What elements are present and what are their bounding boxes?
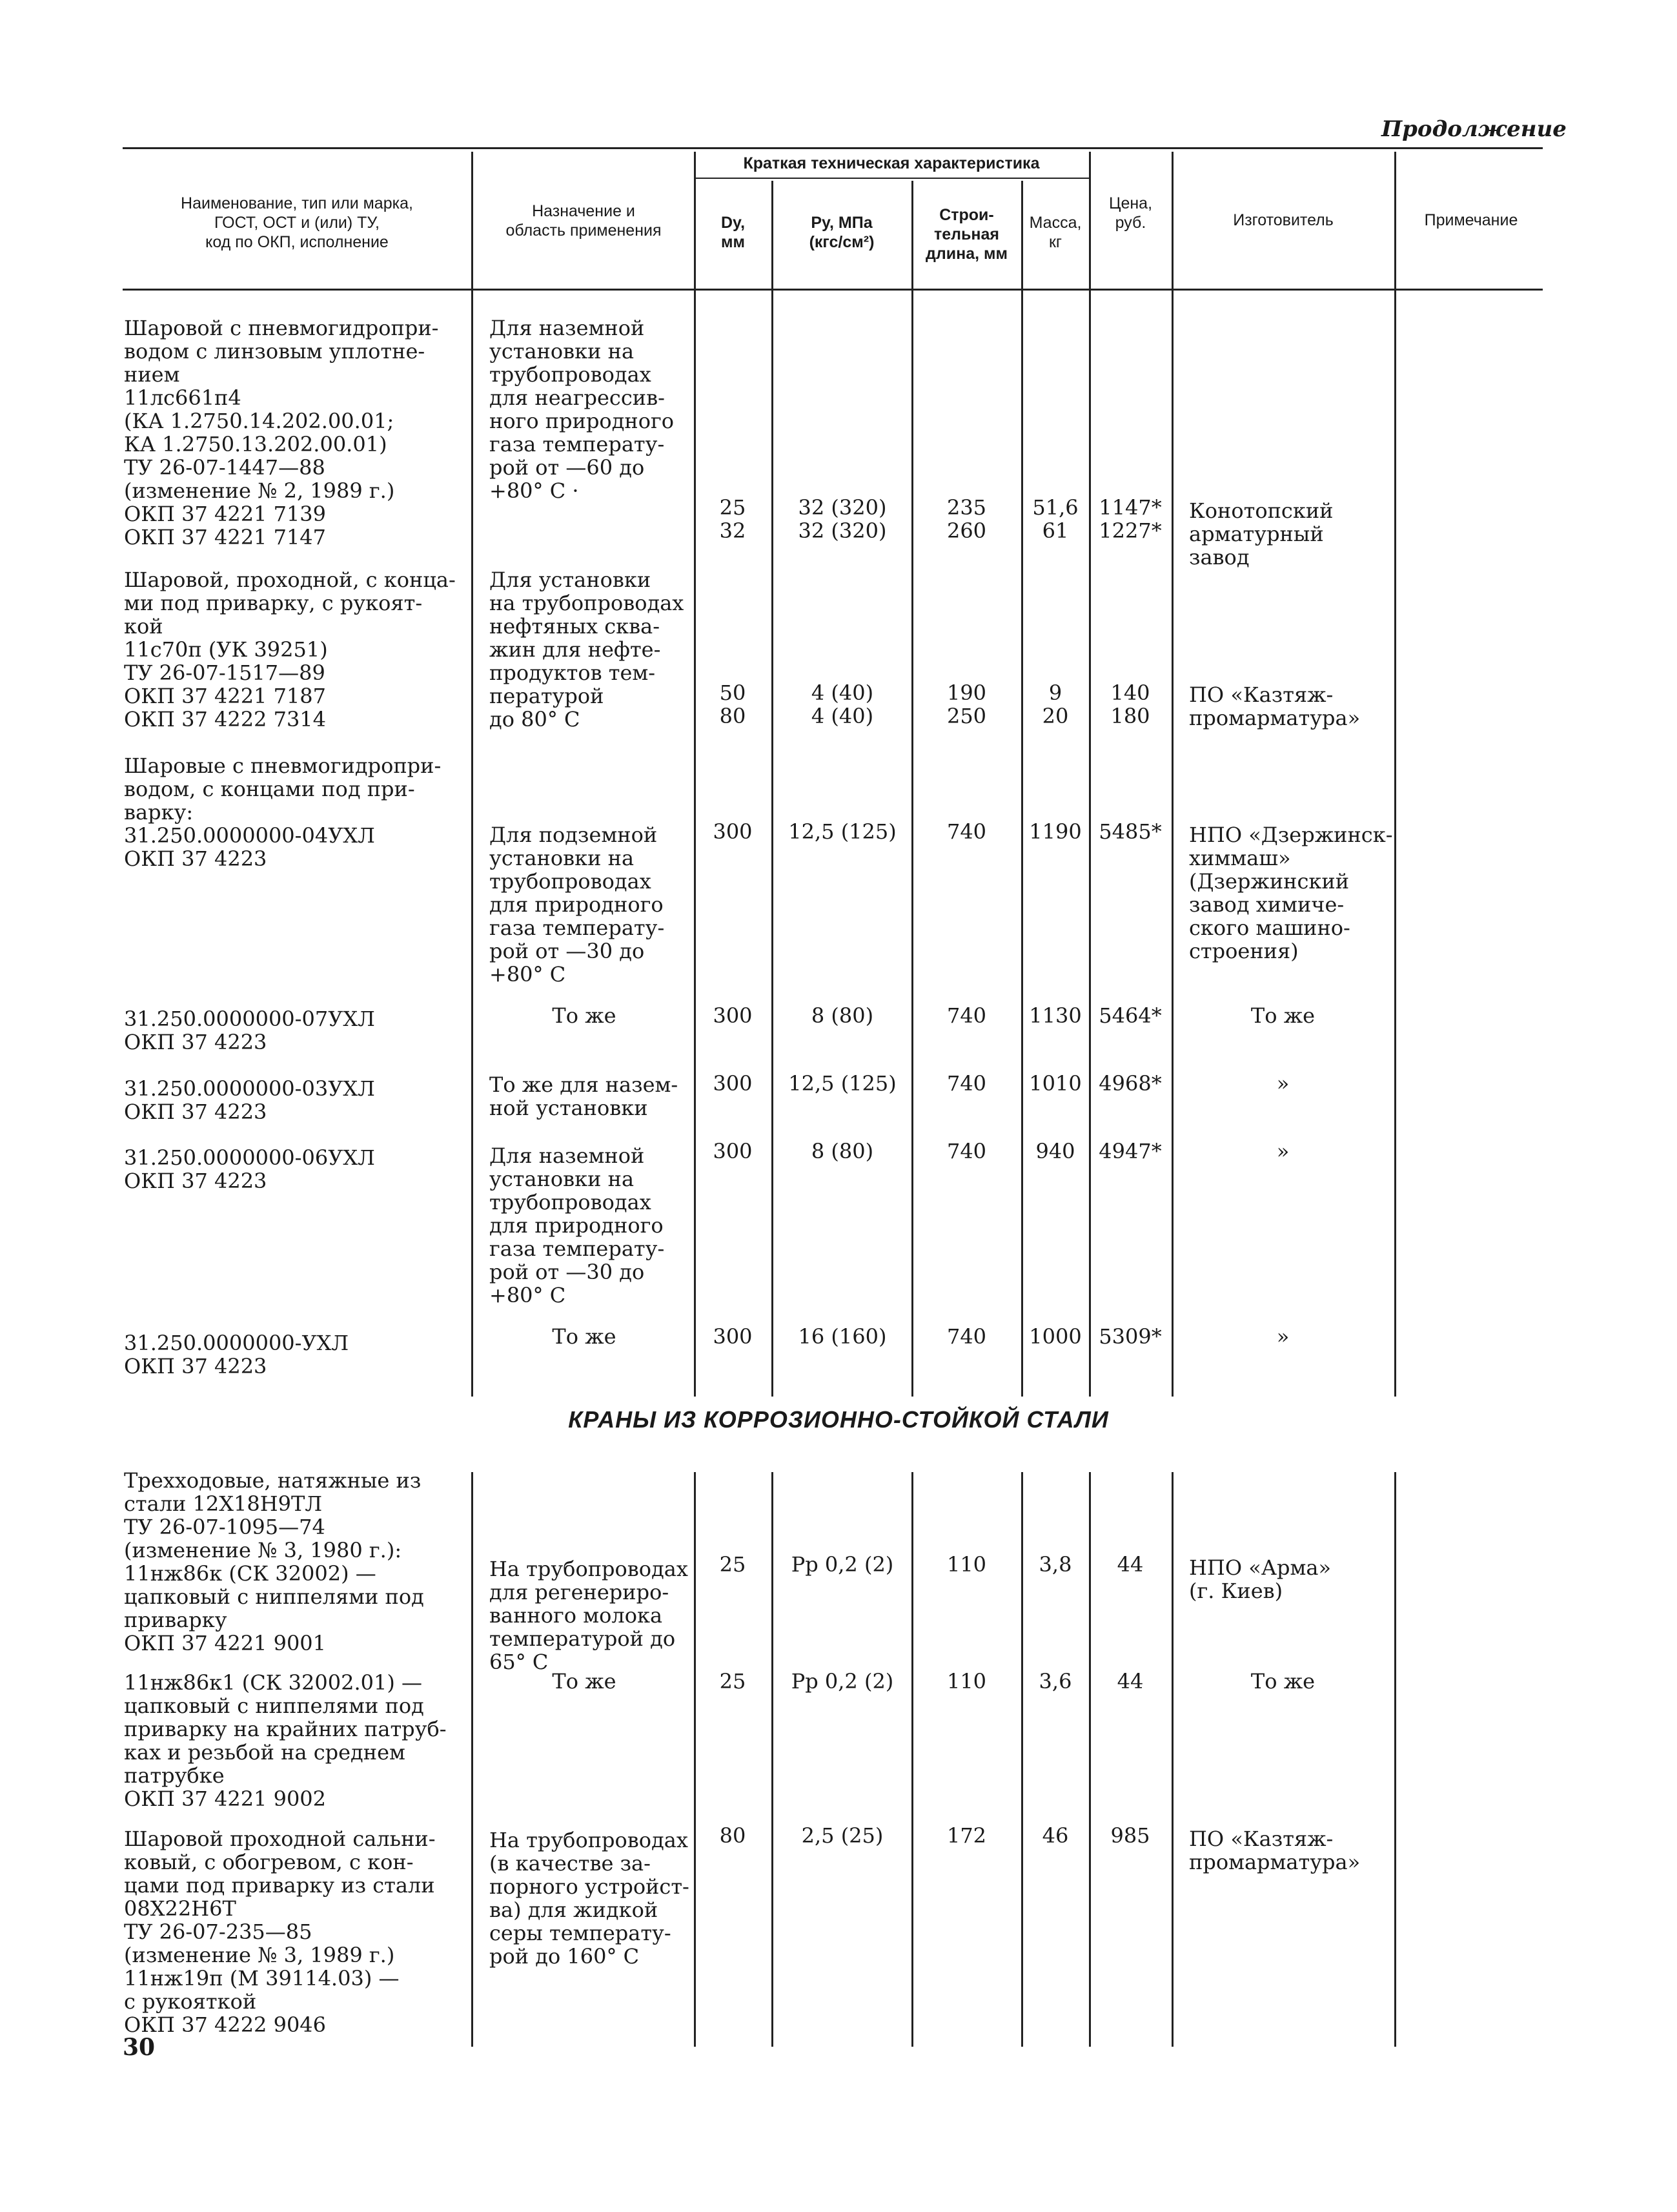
col-divider — [911, 181, 913, 1397]
row-name: Шаровой проходной сальни- ковый, с обогревом, с кон- цами под приварку из стали 08Х22Н6Т ТУ 26-07-235—85 (изменение № 3, 1989 г.) 11нж19п (М 39114.03) — с рукояткой ОКП 37 4222 9046 — [124, 1827, 436, 2037]
row-py: 2,5 (25) — [801, 1823, 884, 1848]
row-dy: 300 — [713, 1003, 753, 1028]
row-name: 31.250.0000000-06УХЛ ОКП 37 4223 — [124, 1145, 375, 1193]
row-py: 12,5 (125) — [788, 1071, 897, 1096]
row-name: Шаровой с пневмогидропри- водом с линзовым уплотне- нием 11лс661п4 (КА 1.2750.14.202.00.01; КА 1.2750.13.202.00.01) ТУ 26-07-1447—88 (изменение № 2, 1989 г.) ОКП 37 4221 7139 ОКП 37 4221 7147 — [124, 316, 439, 549]
row-length: 740 — [946, 1071, 987, 1096]
row-purpose: То же — [552, 1669, 616, 1694]
row-name: 31.250.0000000-03УХЛ ОКП 37 4223 — [124, 1076, 375, 1124]
row-length: 740 — [946, 819, 987, 844]
row-dy: 300 — [713, 1324, 753, 1349]
col-divider — [771, 1472, 773, 2047]
header-tech-group: Краткая техническая характеристика — [743, 154, 1040, 172]
col-divider — [1021, 181, 1023, 1397]
header-length: Строи- тельная длина, мм — [925, 206, 1008, 263]
row-mass: 3,6 — [1039, 1669, 1072, 1694]
header-purpose: Назначение и область применения — [505, 202, 662, 240]
row-py: 8 (80) — [811, 1139, 874, 1163]
tech-group-rule — [694, 178, 1089, 179]
row-name: 31.250.0000000-УХЛ ОКП 37 4223 — [124, 1331, 349, 1378]
row-maker: ПО «Казтяж- промарматура» — [1189, 682, 1361, 730]
row-price: 44 — [1117, 1669, 1144, 1694]
row-purpose: Для подземной установки на трубопроводах для природного газа температу- рой от —30 до +80° С — [489, 823, 665, 987]
row-name: 31.250.0000000-07УХЛ ОКП 37 4223 — [124, 1007, 375, 1054]
row-mass: 1130 — [1029, 1003, 1082, 1028]
row-length: 172 — [946, 1823, 987, 1848]
row-length: 740 — [946, 1139, 987, 1163]
table-top-rule — [123, 147, 1543, 149]
header-price: Цена, руб. — [1108, 194, 1153, 232]
row-maker: ПО «Казтяж- промарматура» — [1189, 1827, 1361, 1874]
row-price: 5309* — [1099, 1324, 1162, 1349]
row-purpose: На трубопроводах (в качестве за- порного устройст- ва) для жидкой серы температу- рой до 160° С — [489, 1828, 689, 1969]
row-maker: » — [1276, 1324, 1290, 1349]
row-purpose: Для наземной установки на трубопроводах для неагрессив- ного природного газа температу- рой от —60 до +80° С · — [489, 316, 675, 503]
col-divider — [1394, 152, 1396, 1397]
row-py: 16 (160) — [798, 1324, 887, 1349]
row-dy: 300 — [713, 1071, 753, 1096]
row-mass: 1010 — [1029, 1071, 1082, 1096]
row-dy: 25 — [719, 1552, 746, 1577]
header-py: Pу, МПа (кгс/см²) — [809, 214, 875, 251]
header-bottom-rule — [123, 289, 1543, 291]
row-price: 1147* 1227* — [1099, 495, 1162, 543]
row-dy: 50 80 — [719, 681, 746, 728]
row-length: 190 250 — [946, 681, 987, 728]
continuation-label: Продолжение — [1381, 116, 1567, 142]
row-mass: 940 — [1035, 1139, 1075, 1163]
row-price: 140 180 — [1110, 681, 1150, 728]
row-length: 740 — [946, 1003, 987, 1028]
row-name: Шаровые с пневмогидропри- водом, с концами под при- варку: 31.250.0000000-04УХЛ ОКП 37 4223 — [124, 753, 442, 871]
row-name: Шаровой, проходной, с конца- ми под приварку, с рукоят- кой 11с70п (УК 39251) ТУ 26-07-1517—89 ОКП 37 4221 7187 ОКП 37 4222 7314 — [124, 568, 456, 732]
page-number: 30 — [123, 2034, 156, 2061]
row-purpose: Для наземной установки на трубопроводах для природного газа температу- рой от —30 до +80° С — [489, 1143, 665, 1307]
row-mass: 51,6 61 — [1032, 495, 1079, 543]
row-dy: 25 32 — [719, 495, 746, 543]
row-maker: НПО «Дзержинск- химмаш» (Дзержинский завод химиче- ского машино- строения) — [1189, 823, 1393, 963]
header-mass: Масса, кг — [1029, 214, 1082, 251]
row-py: Pр 0,2 (2) — [791, 1669, 894, 1694]
row-mass: 9 20 — [1042, 681, 1069, 728]
row-purpose: Для установки на трубопроводах нефтяных сква- жин для нефте- продуктов тем- пературой до 80° С — [489, 568, 684, 732]
row-py: Pр 0,2 (2) — [791, 1552, 894, 1577]
row-purpose: То же — [552, 1324, 616, 1349]
col-divider — [1172, 152, 1174, 1397]
row-py: 4 (40) 4 (40) — [811, 681, 874, 728]
row-length: 110 — [946, 1552, 987, 1577]
header-name: Наименование, тип или марка, ГОСТ, ОСТ и (или) ТУ, код по ОКП, исполнение — [181, 194, 413, 251]
row-price: 44 — [1117, 1552, 1144, 1577]
col-divider — [471, 152, 473, 1397]
row-price: 985 — [1110, 1823, 1150, 1848]
col-divider — [694, 152, 696, 1397]
col-divider — [471, 1472, 473, 2047]
row-purpose: То же для назем- ной установки — [489, 1072, 678, 1120]
row-py: 8 (80) — [811, 1003, 874, 1028]
row-price: 4968* — [1099, 1071, 1162, 1096]
row-maker: НПО «Арма» (г. Киев) — [1189, 1555, 1332, 1603]
header-note: Примечание — [1424, 211, 1518, 229]
row-name: 11нж86к1 (СК 32002.01) — цапковый с ниппелями под приварку на крайних патруб- ках и резьбой на среднем патрубке ОКП 37 4221 9002 — [124, 1670, 447, 1811]
row-dy: 80 — [719, 1823, 746, 1848]
row-maker: То же — [1250, 1669, 1316, 1694]
row-mass: 46 — [1042, 1823, 1069, 1848]
row-py: 32 (320) 32 (320) — [798, 495, 887, 543]
col-divider — [694, 1472, 696, 2047]
row-maker: То же — [1250, 1003, 1316, 1028]
row-py: 12,5 (125) — [788, 819, 897, 844]
row-purpose: То же — [552, 1003, 616, 1028]
row-price: 5464* — [1099, 1003, 1162, 1028]
row-maker: Конотопский арматурный завод — [1189, 498, 1334, 569]
col-divider — [1394, 1472, 1396, 2047]
row-price: 4947* — [1099, 1139, 1162, 1163]
row-dy: 300 — [713, 1139, 753, 1163]
row-dy: 300 — [713, 819, 753, 844]
row-maker: » — [1276, 1139, 1290, 1163]
row-length: 740 — [946, 1324, 987, 1349]
row-name: Трехходовые, натяжные из стали 12Х18Н9ТЛ ТУ 26-07-1095—74 (изменение № 3, 1980 г.): 11нж86к (СК 32002) — цапковый с ниппелями под приварку ОКП 37 4221 9001 — [124, 1468, 424, 1655]
row-length: 235 260 — [946, 495, 987, 543]
row-dy: 25 — [719, 1669, 746, 1694]
header-dy: Dу, мм — [720, 214, 746, 251]
row-mass: 3,8 — [1039, 1552, 1072, 1577]
col-divider — [1089, 152, 1091, 1397]
row-price: 5485* — [1099, 819, 1162, 844]
row-maker: » — [1276, 1071, 1290, 1096]
row-mass: 1000 — [1029, 1324, 1082, 1349]
row-purpose: На трубопроводах для регенериро- ванного молока температурой до 65° С — [489, 1557, 688, 1674]
col-divider — [1172, 1472, 1174, 2047]
row-mass: 1190 — [1029, 819, 1082, 844]
header-maker: Изготовитель — [1233, 211, 1334, 229]
row-length: 110 — [946, 1669, 987, 1694]
section-title: КРАНЫ ИЗ КОРРОЗИОННО-СТОЙКОЙ СТАЛИ — [568, 1406, 1109, 1433]
col-divider — [771, 181, 773, 1397]
